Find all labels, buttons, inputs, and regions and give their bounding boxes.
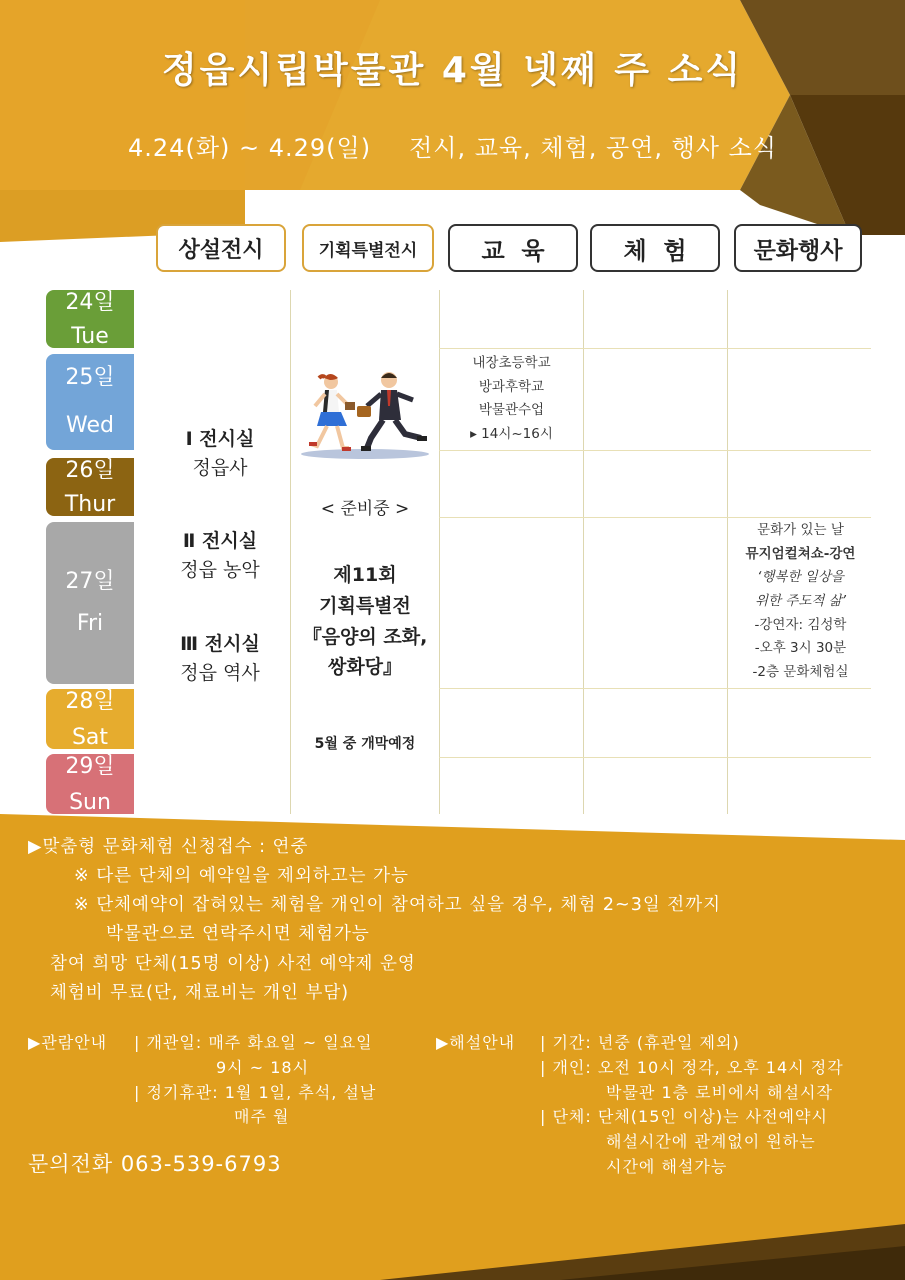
day-sat xyxy=(46,689,134,749)
room-2-title: Ⅱ 전시실 xyxy=(182,530,258,552)
culture-line-1: 문화가 있는 날 xyxy=(757,522,844,538)
day-thur xyxy=(46,458,134,516)
education-line-4: ▸ 14시~16시 xyxy=(470,425,553,442)
day-tue xyxy=(46,290,134,348)
category-culture: 문화행사 xyxy=(734,224,862,272)
guide-period: | 기간: 년중 (휴관일 제외) xyxy=(540,1033,740,1052)
special-line-4: 쌍화당』 xyxy=(327,656,403,679)
category-experience: 체 험 xyxy=(590,224,720,272)
day-weekday: Thur xyxy=(64,492,116,516)
category-education: 교 육 xyxy=(448,224,578,272)
education-line-3: 박물관수업 xyxy=(478,402,545,419)
day-date: 29일 xyxy=(65,754,115,779)
education-event xyxy=(440,352,583,447)
special-line-3: 『음양의 조화, xyxy=(302,625,428,648)
special-line-2: 기획특별전 xyxy=(319,594,411,617)
guide-group-detail-2: 시간에 해설가능 xyxy=(606,1157,728,1176)
day-date: 24일 xyxy=(65,290,115,315)
notice-line-3: ※ 단체예약이 잡혀있는 체험을 개인이 참여하고 싶을 경우, 체험 2~3일 전까지 xyxy=(74,895,722,915)
room-2 xyxy=(150,527,290,586)
special-exhibition-title xyxy=(292,560,438,683)
grid-line xyxy=(439,450,871,451)
room-1-title: Ⅰ 전시실 xyxy=(185,428,255,450)
guide-group: | 단체: 단체(15인 이상)는 사전예약시 xyxy=(540,1107,828,1126)
guide-individual-place: 박물관 1층 로비에서 해설시작 xyxy=(606,1083,833,1102)
date-range: 4.24(화) ~ 4.29(일) xyxy=(128,134,372,162)
special-status: < 준비중 > xyxy=(320,499,410,519)
day-weekday: Wed xyxy=(66,413,114,438)
room-2-name: 정읍 농악 xyxy=(180,559,260,582)
grid-line xyxy=(439,517,871,518)
guide-individual: | 개인: 오전 10시 정각, 오후 14시 정각 xyxy=(540,1058,844,1077)
day-date: 26일 xyxy=(65,458,115,483)
grid-line xyxy=(439,757,871,758)
running-people-icon xyxy=(297,368,433,460)
category-special: 기획특별전시 xyxy=(302,224,434,272)
subtitle-text: 전시, 교육, 체험, 공연, 행사 소식 xyxy=(409,134,777,162)
day-date: 28일 xyxy=(65,689,115,714)
grid-line xyxy=(583,290,584,814)
category-permanent: 상설전시 xyxy=(156,224,286,272)
visit-open-hours: 9시 ~ 18시 xyxy=(216,1058,310,1077)
page-subtitle xyxy=(0,128,905,163)
culture-line-6: -오후 3시 30분 xyxy=(754,640,847,657)
notice-line-1: ▶맞춤형 문화체험 신청접수 : 연중 xyxy=(28,837,309,857)
education-line-2: 방과후학교 xyxy=(478,378,545,395)
grid-line xyxy=(439,348,871,349)
room-3-name: 정읍 역사 xyxy=(180,662,260,685)
culture-line-3: ‘행복한 일상을 xyxy=(757,569,844,586)
special-opening: 5월 중 개막예정 xyxy=(314,736,416,752)
room-3 xyxy=(150,630,290,689)
header-background xyxy=(0,0,905,245)
culture-line-7: -2층 문화체험실 xyxy=(752,663,849,680)
visit-closed-weekly: 매주 월 xyxy=(234,1107,290,1126)
visit-label: ▶관람안내 xyxy=(28,1033,108,1052)
day-date: 27일 xyxy=(65,569,115,594)
day-weekday: Sat xyxy=(71,725,109,749)
notice-line-6: 체험비 무료(단, 재료비는 개인 부담) xyxy=(50,983,350,1003)
day-sun xyxy=(46,754,134,814)
room-3-title: Ⅲ 전시실 xyxy=(180,633,260,655)
special-line-1: 제11회 xyxy=(333,564,397,586)
notice-line-5: 참여 희망 단체(15명 이상) 사전 예약제 운영 xyxy=(50,954,416,974)
notice-line-2: ※ 다른 단체의 예약일을 제외하고는 가능 xyxy=(74,866,409,886)
day-weekday: Fri xyxy=(76,611,104,636)
culture-line-5: -강연자: 김성학 xyxy=(754,616,847,633)
culture-line-4: 위한 주도적 삶’ xyxy=(754,592,847,609)
guide-group-detail: 해설시간에 관계없이 원하는 xyxy=(606,1132,816,1151)
day-fri xyxy=(46,522,134,684)
day-wed xyxy=(46,354,134,450)
day-date: 25일 xyxy=(65,365,115,390)
guide-label: ▶해설안내 xyxy=(436,1033,516,1052)
room-1 xyxy=(150,425,290,484)
visit-open-days: | 개관일: 매주 화요일 ~ 일요일 xyxy=(134,1033,373,1052)
culture-event xyxy=(728,519,873,684)
notice-line-4: 박물관으로 연락주시면 체험가능 xyxy=(106,924,370,944)
education-line-1: 내장초등학교 xyxy=(472,355,551,371)
grid-line xyxy=(439,688,871,689)
culture-line-2: 뮤지엄컬쳐쇼-강연 xyxy=(745,545,856,562)
page-title: 정읍시립박물관 4월 넷째 주 소식 xyxy=(161,50,744,91)
grid-line xyxy=(290,290,291,814)
room-1-name: 정읍사 xyxy=(192,457,248,480)
day-weekday: Tue xyxy=(71,324,109,348)
day-weekday: Sun xyxy=(69,790,111,814)
visit-closed-days: | 정기휴관: 1월 1일, 추석, 설날 xyxy=(134,1083,377,1102)
contact-phone[interactable]: 문의전화 063-539-6793 xyxy=(28,1152,282,1176)
